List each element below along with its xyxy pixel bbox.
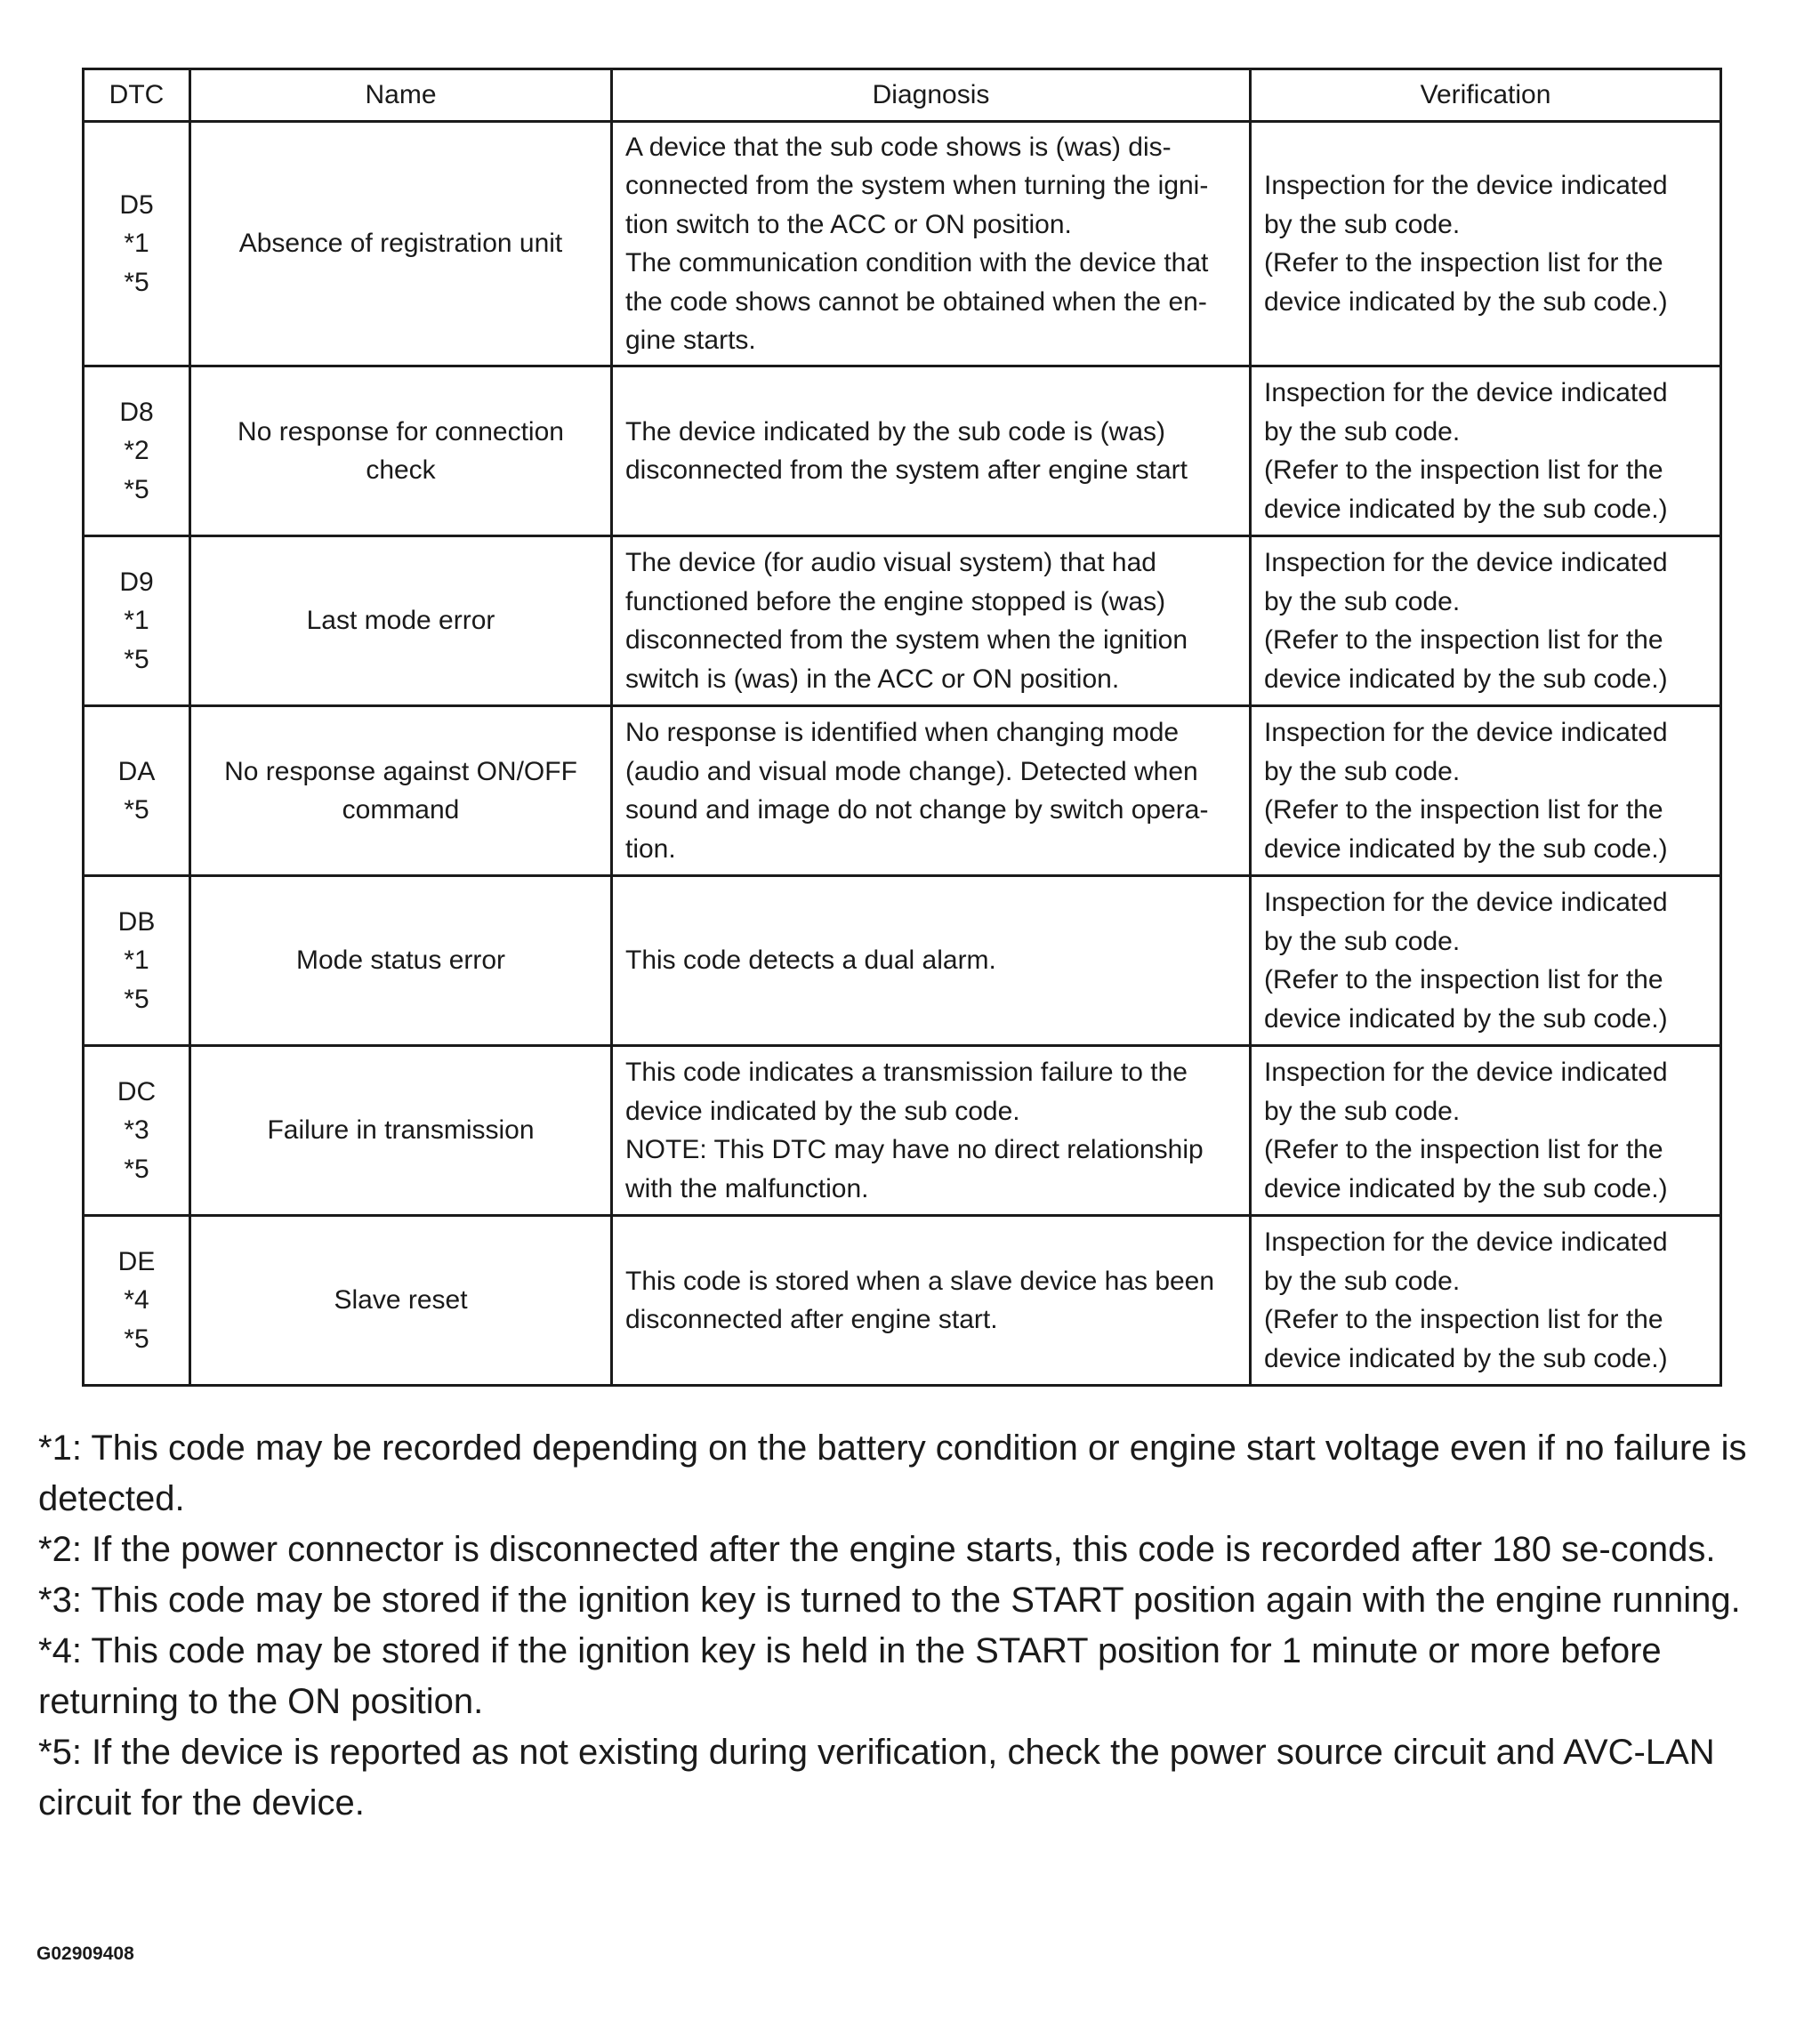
dtc-verification: Inspection for the device indicated by the sub code. (Refer to the inspection list for the device indicated by the sub code.)	[1251, 1046, 1721, 1216]
dtc-note-ref: *5	[124, 984, 149, 1014]
dtc-code: DB	[117, 906, 156, 937]
dtc-verification: Inspection for the device indicated by the sub code. (Refer to the inspection list for the device indicated by the sub code.)	[1251, 876, 1721, 1046]
dtc-note-ref: *5	[124, 795, 149, 825]
table-row	[84, 1046, 1721, 1216]
dtc-code: DA	[117, 756, 156, 786]
dtc-name: Absence of registration unit	[190, 122, 612, 366]
dtc-verification: Inspection for the device indicated by the sub code. (Refer to the inspection list for the device indicated by the sub code.)	[1251, 1216, 1721, 1386]
dtc-note-ref: *4	[124, 1285, 149, 1316]
table-row	[84, 366, 1721, 536]
dtc-diagnosis: This code is stored when a slave device has been disconnected after engine start.	[612, 1216, 1251, 1386]
dtc-diagnosis: This code indicates a transmission failure to the device indicated by the sub code. NOTE: This DTC may have no direct relationship with the malfunction.	[612, 1046, 1251, 1216]
dtc-diagnosis: The device indicated by the sub code is (was) disconnected from the system after engine start	[612, 366, 1251, 536]
dtc-note-ref: *5	[124, 474, 149, 504]
dtc-diagnosis: This code detects a dual alarm.	[612, 876, 1251, 1046]
dtc-code-cell	[84, 536, 190, 706]
table-row	[84, 876, 1721, 1046]
dtc-name: No response for connection check	[190, 366, 612, 536]
dtc-code-cell	[84, 366, 190, 536]
table-row	[84, 122, 1721, 366]
dtc-note-ref: *3	[124, 1115, 149, 1146]
dtc-diagnosis: The device (for audio visual system) that had functioned before the engine stopped is (was) disconnected from the system when the ignition switch is (was) in the ACC or ON position.	[612, 536, 1251, 706]
footnote-1: *1: This code may be recorded depending on the battery condition or engine start voltage even if no failure is detected.	[38, 1428, 1747, 1518]
header-diagnosis: Diagnosis	[612, 69, 1251, 122]
dtc-code: D5	[119, 189, 154, 220]
table-row	[84, 706, 1721, 876]
table-row	[84, 536, 1721, 706]
footnote-3: *3: This code may be stored if the ignition key is turned to the START position again with the engine running.	[38, 1581, 1741, 1620]
dtc-name: Slave reset	[190, 1216, 612, 1386]
dtc-name: Last mode error	[190, 536, 612, 706]
dtc-code-cell	[84, 706, 190, 876]
dtc-verification: Inspection for the device indicated by the sub code. (Refer to the inspection list for the device indicated by the sub code.)	[1251, 706, 1721, 876]
dtc-verification: Inspection for the device indicated by the sub code. (Refer to the inspection list for the device indicated by the sub code.)	[1251, 366, 1721, 536]
dtc-note-ref: *1	[124, 946, 149, 976]
dtc-code: DE	[117, 1246, 156, 1276]
dtc-name: Mode status error	[190, 876, 612, 1046]
dtc-note-ref: *5	[124, 267, 149, 297]
dtc-verification: Inspection for the device indicated by the sub code. (Refer to the inspection list for the device indicated by the sub code.)	[1251, 536, 1721, 706]
footnote-5: *5: If the device is reported as not existing during verification, check the power source circuit and AVC-LAN circuit for the device.	[38, 1733, 1715, 1823]
dtc-note-ref: *5	[124, 1154, 149, 1184]
dtc-code-cell	[84, 122, 190, 366]
dtc-diagnosis: A device that the sub code shows is (was) dis- connected from the system when turning the igni- tion switch to the ACC or ON position. The communication condition with the device that the code shows cannot be obtained when the en- gine starts.	[612, 122, 1251, 366]
dtc-note-ref: *5	[124, 1324, 149, 1354]
header-verification: Verification	[1251, 69, 1721, 122]
dtc-code-cell	[84, 1216, 190, 1386]
dtc-table	[82, 68, 1722, 1387]
footnote-2: *2: If the power connector is disconnected after the engine starts, this code is recorded after 180 se-conds.	[38, 1530, 1716, 1569]
dtc-name: No response against ON/OFF command	[190, 706, 612, 876]
dtc-code: D8	[119, 397, 154, 427]
dtc-diagnosis: No response is identified when changing mode (audio and visual mode change). Detected when sound and image do not change by switch opera- tion.	[612, 706, 1251, 876]
dtc-verification: Inspection for the device indicated by the sub code. (Refer to the inspection list for the device indicated by the sub code.)	[1251, 122, 1721, 366]
dtc-name: Failure in transmission	[190, 1046, 612, 1216]
table-header-row	[84, 69, 1721, 122]
dtc-code-cell	[84, 876, 190, 1046]
dtc-code-cell	[84, 1046, 190, 1216]
header-name: Name	[190, 69, 612, 122]
dtc-code: D9	[119, 567, 154, 597]
footnotes	[38, 1423, 1757, 1829]
dtc-note-ref: *2	[124, 436, 149, 466]
dtc-note-ref: *1	[124, 229, 149, 259]
dtc-note-ref: *1	[124, 606, 149, 636]
dtc-note-ref: *5	[124, 644, 149, 674]
footnote-4: *4: This code may be stored if the ignition key is held in the START position for 1 minute or more before returning to the ON position.	[38, 1631, 1662, 1721]
figure-id: G02909408	[36, 1943, 134, 1964]
table-row	[84, 1216, 1721, 1386]
header-dtc: DTC	[84, 69, 190, 122]
dtc-code: DC	[117, 1076, 157, 1106]
